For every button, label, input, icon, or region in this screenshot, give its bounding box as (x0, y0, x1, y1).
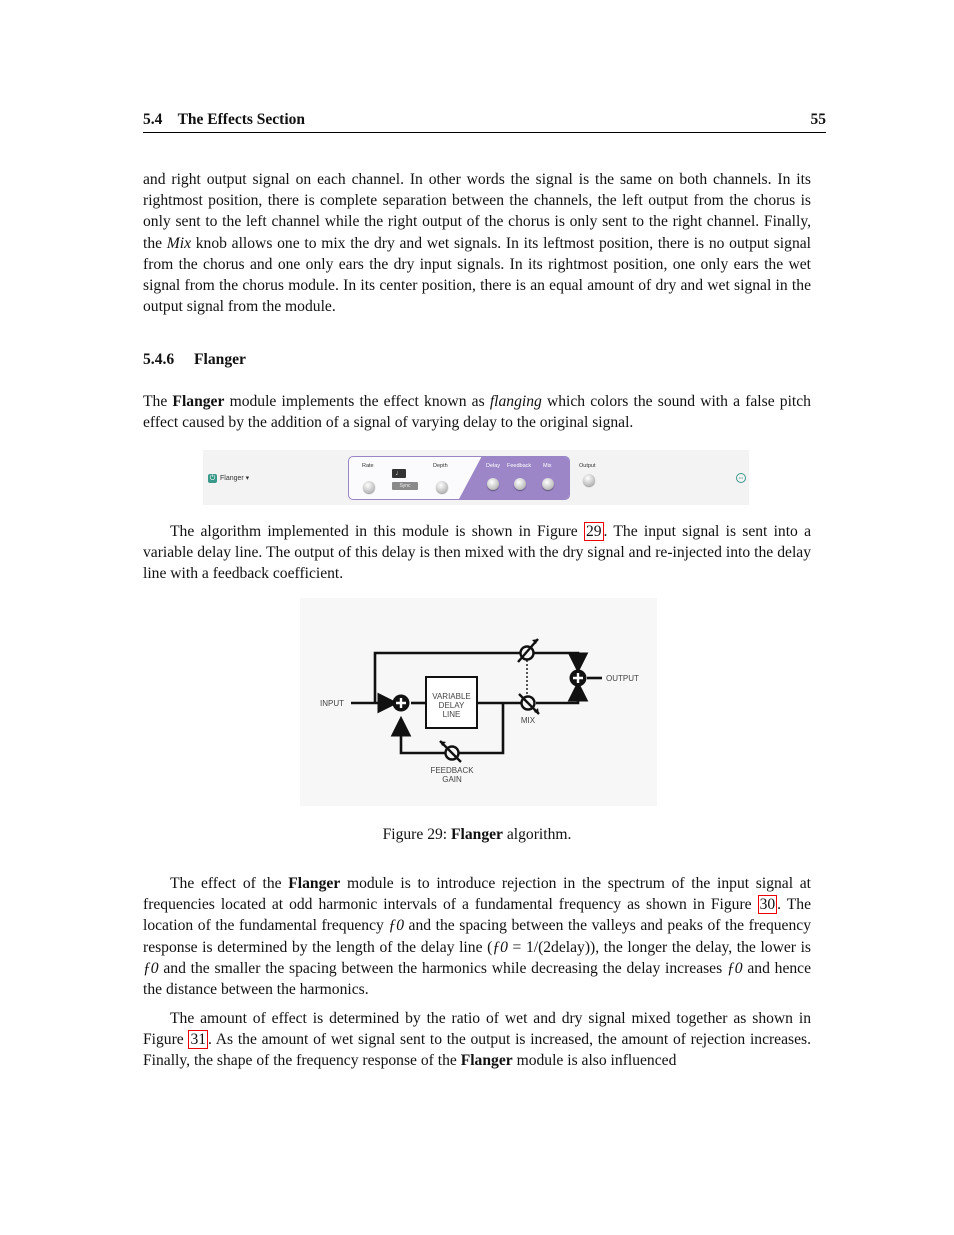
text: The amount of effect is determined by the ratio of wet and dry signal mixed together as shown in Figure (143, 1010, 811, 1049)
figure-31-link[interactable]: 31 (190, 1031, 207, 1049)
text: and the smaller the spacing between the harmonics while decreasing the delay increases (158, 959, 727, 977)
subsection-title: Flanger (194, 351, 246, 368)
flanging-term: flanging (489, 393, 542, 410)
feedback-label-2: GAIN (442, 775, 462, 784)
text: module is to introduce rejection in the spectrum of the input signal at frequencies located at odd harmonic intervals of a fundamental frequency as shown in Figure (143, 875, 812, 914)
mix-knob[interactable] (542, 478, 554, 490)
depth-knob[interactable] (436, 481, 448, 493)
delay-label-1: VARIABLE (432, 692, 471, 701)
note-icon[interactable]: ♩ (392, 469, 406, 478)
mix-label: MIX (520, 716, 536, 725)
input-label: INPUT (320, 699, 344, 708)
flanger-term: Flanger (172, 393, 225, 410)
delay-label-3: LINE (442, 710, 461, 719)
delay-label-2: DELAY (438, 701, 465, 710)
text: algorithm. (502, 826, 572, 843)
text: . As the amount of wet signal sent to the output is increased, the amount of rejection increases. Finally, the shape of the frequency response of the (143, 1031, 811, 1070)
diagram-svg (300, 598, 657, 806)
paragraph-amount (143, 1008, 811, 1072)
f0-symbol: ƒ0 (388, 917, 404, 935)
text: and hence the distance between the harmonics. (143, 959, 812, 999)
flanger-term: Flanger (451, 826, 503, 843)
output-label: OUTPUT (606, 674, 639, 683)
feedback-label-1: FEEDBACK (430, 766, 474, 775)
text: and right output signal on each channel. In other words the signal is the same on both channels. In its rightmost position, there is complete separation between the channels, the left output from the chorus is only sent to the left channel while the right output of the chorus is only sent to the right channel. Finally, the (143, 171, 811, 252)
flanger-algorithm-diagram (300, 598, 657, 806)
text: . The location of the fundamental frequency (143, 896, 811, 935)
output-label: Output (579, 463, 596, 469)
module-name-dropdown[interactable]: Flanger ▾ (220, 475, 250, 482)
text: and the spacing between the valleys and peaks of the frequency response is determined by the length of the delay line ( (143, 917, 811, 956)
subsection-heading (143, 351, 246, 369)
sync-button[interactable]: Sync (392, 482, 418, 490)
flanger-control-panel (348, 456, 570, 500)
text: The (143, 393, 173, 410)
output-knob[interactable] (583, 474, 595, 486)
paragraph-flanger-intro (143, 391, 811, 433)
flanger-term: Flanger (460, 1052, 513, 1070)
rate-label: Rate (362, 463, 374, 469)
section-title: 5.4 The Effects Section (143, 111, 306, 128)
figure-29-link[interactable]: 29 (585, 523, 602, 540)
feedback-knob[interactable] (514, 478, 526, 490)
text: . The input signal is sent into a variable delay line. The output of this delay is then mixed with the dry signal and re-injected into the delay line with a feedback coefficient. (143, 523, 811, 583)
depth-label: Depth (433, 463, 448, 469)
text: = 1/(2delay)), the longer the delay, the lower is (507, 938, 811, 956)
delay-knob[interactable] (487, 478, 499, 490)
text: which colors the sound with a false pitch effect caused by the addition of a signal of varying delay to the original signal. (143, 393, 811, 432)
figure-30-link[interactable]: 30 (759, 896, 776, 914)
figure-caption (143, 826, 811, 844)
paragraph-algorithm (143, 521, 811, 585)
flanger-term: Flanger (288, 875, 341, 892)
more-options-icon[interactable]: ••• (736, 473, 746, 483)
f0-symbol: ƒ0 (726, 959, 743, 977)
flanger-plugin-screenshot (203, 450, 749, 505)
text: The algorithm implemented in this module is shown in Figure (170, 523, 584, 540)
text: module implements the effect known as (224, 393, 490, 410)
mix-term: Mix (166, 234, 192, 252)
text: knob allows one to mix the dry and wet signals. In its leftmost position, there is no output signal from the chorus and one only ears the dry input signals. In its rightmost position, one only ears the wet signal from the chorus module. In its center position, there is an equal amount of dry and wet signal in the output signal from the module. (143, 234, 811, 316)
text: The effect of the (170, 875, 289, 892)
page-header (143, 110, 826, 133)
mix-label: Mix (543, 463, 552, 469)
paragraph-effect (143, 873, 811, 1000)
f0-symbol: ƒ0 (143, 959, 159, 977)
subsection-number: 5.4.6 (143, 351, 175, 368)
delay-label: Delay (486, 463, 501, 469)
text: Figure 29: (382, 826, 452, 843)
paragraph-chorus-end (143, 169, 811, 317)
page-number: 55 (810, 111, 826, 128)
f0-symbol: ƒ0 (492, 938, 508, 956)
rate-knob[interactable] (363, 481, 375, 493)
power-icon[interactable]: ⏻ (209, 475, 216, 482)
text: module is also influenced (512, 1052, 677, 1070)
feedback-label: Feedback (507, 463, 532, 469)
